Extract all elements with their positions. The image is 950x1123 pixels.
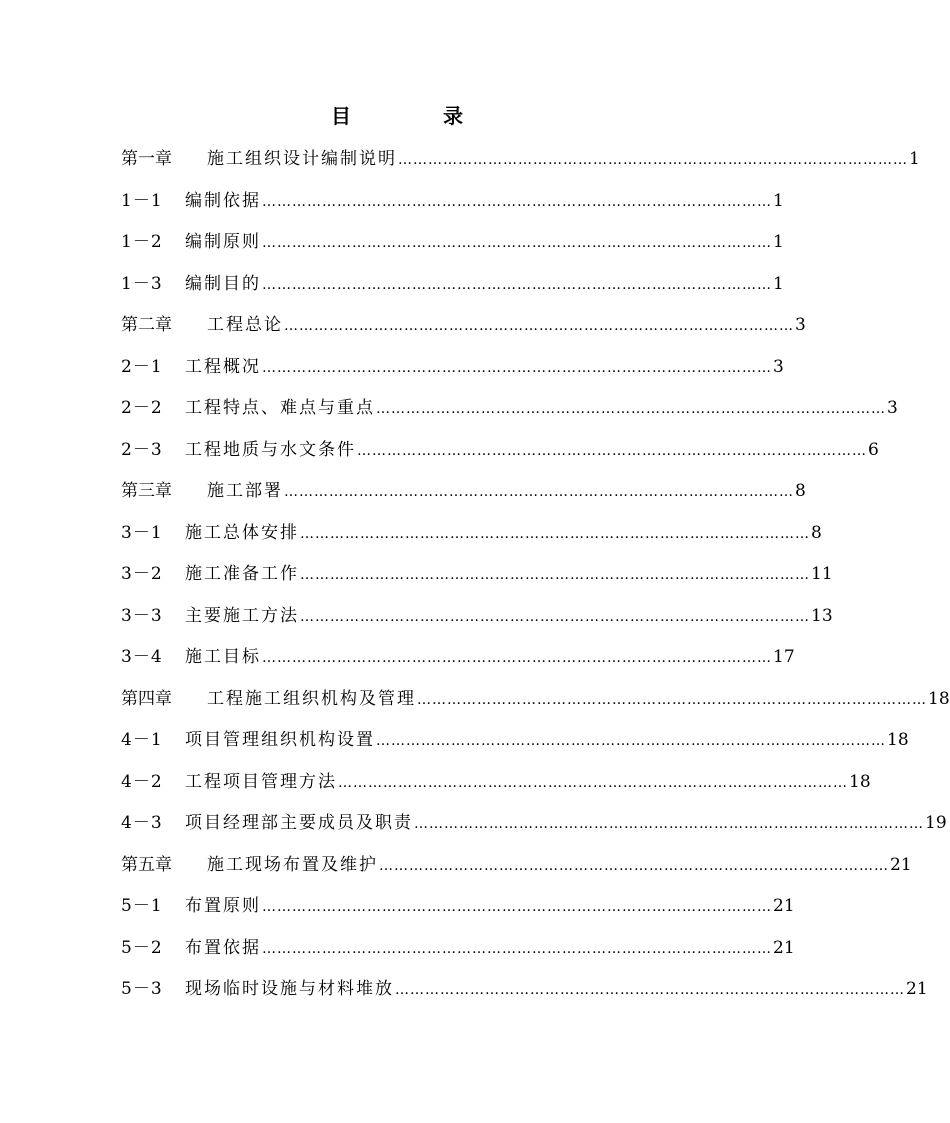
toc-leader-dots: ………………………………………………………………………………………… xyxy=(262,235,772,251)
toc-entry-page: 1 xyxy=(909,149,920,169)
toc-leader-dots: ………………………………………………………………………………………… xyxy=(379,857,889,874)
toc-entry-number: 第二章 xyxy=(121,315,172,335)
toc-leader-dots: ………………………………………………………………………………………… xyxy=(376,401,886,417)
toc-entry-title: 工程总论 xyxy=(207,315,283,335)
toc-leader-dots: ………………………………………………………………………………………… xyxy=(262,650,772,666)
toc-entry-number: 1－3 xyxy=(121,273,163,294)
toc-entry[interactable] xyxy=(121,933,795,975)
toc-entry-page: 18 xyxy=(849,771,871,792)
toc-leader-dots: ………………………………………………………………………………………… xyxy=(300,567,810,583)
toc-entry-page: 18 xyxy=(928,688,950,709)
toc-leader-dots: ………………………………………………………………………………………… xyxy=(262,276,772,293)
toc-entry-title: 项目管理组织机构设置 xyxy=(185,730,375,750)
toc-entry-number: 3－4 xyxy=(121,647,163,667)
toc-leader-dots: ………………………………………………………………………………………… xyxy=(338,774,848,791)
toc-entry[interactable] xyxy=(121,974,928,1016)
toc-leader-dots: ………………………………………………………………………………………… xyxy=(262,899,772,915)
toc-leader-dots: ………………………………………………………………………………………… xyxy=(376,733,886,749)
toc-entry[interactable] xyxy=(121,393,898,435)
toc-leader-dots: ………………………………………………………………………………………… xyxy=(262,359,772,376)
toc-leader-dots: ………………………………………………………………………………………… xyxy=(300,525,810,542)
toc-entry-page: 11 xyxy=(811,564,833,584)
toc-entry-page: 6 xyxy=(868,439,879,460)
toc-entry[interactable] xyxy=(121,642,795,684)
toc-entry-number: 3－1 xyxy=(121,522,163,543)
toc-leader-dots: ………………………………………………………………………………………… xyxy=(414,816,924,832)
toc-entry[interactable] xyxy=(121,808,947,850)
toc-entry[interactable] xyxy=(121,559,833,601)
toc-entry-number: 第五章 xyxy=(121,854,172,875)
toc-entry-title: 布置原则 xyxy=(185,896,261,916)
toc-entry-number: 5－1 xyxy=(121,896,163,916)
toc-entry-title: 主要施工方法 xyxy=(185,605,299,626)
toc-entry-number: 第一章 xyxy=(121,149,172,169)
toc-entry-title: 工程地质与水文条件 xyxy=(185,439,356,460)
toc-entry-page: 21 xyxy=(890,854,912,875)
toc-entry-title: 布置依据 xyxy=(185,937,261,958)
toc-entry-number: 4－2 xyxy=(121,771,163,792)
toc-leader-dots: ………………………………………………………………………………………… xyxy=(284,318,794,334)
toc-entry-title: 工程施工组织机构及管理 xyxy=(207,688,416,709)
toc-entry-page: 21 xyxy=(906,979,928,999)
toc-entry-title: 施工总体安排 xyxy=(185,522,299,543)
toc-entry-page: 21 xyxy=(773,896,795,916)
toc-entry-number: 1－2 xyxy=(121,232,163,252)
toc-entry-page: 1 xyxy=(773,232,784,252)
toc-entry-title: 施工现场布置及维护 xyxy=(207,854,378,875)
toc-entry-title: 工程项目管理方法 xyxy=(185,771,337,792)
toc-entry-page: 8 xyxy=(811,522,822,543)
toc-leader-dots: ………………………………………………………………………………………… xyxy=(300,608,810,625)
toc-entry[interactable] xyxy=(121,725,909,767)
toc-title: 目 录 xyxy=(331,104,499,128)
toc-entry[interactable] xyxy=(121,352,784,394)
toc-entry-page: 8 xyxy=(795,481,806,501)
toc-entry-number: 5－2 xyxy=(121,937,163,958)
toc-entry[interactable] xyxy=(121,518,822,560)
toc-entry-page: 3 xyxy=(795,315,806,335)
toc-leader-dots: ………………………………………………………………………………………… xyxy=(284,484,794,500)
toc-entry-number: 3－2 xyxy=(121,564,163,584)
toc-entry-page: 18 xyxy=(887,730,909,750)
toc-entry-title: 施工部署 xyxy=(207,481,283,501)
toc-entry-page: 19 xyxy=(925,813,947,833)
toc-entry-number: 2－3 xyxy=(121,439,163,460)
toc-entry[interactable] xyxy=(121,144,920,186)
toc-leader-dots: ………………………………………………………………………………………… xyxy=(417,691,927,708)
toc-leader-dots: ………………………………………………………………………………………… xyxy=(262,193,772,210)
toc-entry[interactable] xyxy=(121,767,871,809)
toc-entry[interactable] xyxy=(121,186,784,228)
toc-leader-dots: ………………………………………………………………………………………… xyxy=(395,982,905,998)
toc-entry[interactable] xyxy=(121,684,950,726)
toc-entry[interactable] xyxy=(121,435,879,477)
toc-entry[interactable] xyxy=(121,601,833,643)
toc-entry-page: 1 xyxy=(773,273,784,294)
toc-entry-number: 2－2 xyxy=(121,398,163,418)
toc-entry-title: 施工目标 xyxy=(185,647,261,667)
toc-entry-title: 编制原则 xyxy=(185,232,261,252)
toc-entry-number: 4－3 xyxy=(121,813,163,833)
toc-entry-number: 2－1 xyxy=(121,356,163,377)
toc-entry-page: 1 xyxy=(773,190,784,211)
toc-entry-number: 3－3 xyxy=(121,605,163,626)
toc-entry-title: 项目经理部主要成员及职责 xyxy=(185,813,413,833)
toc-entry-number: 第四章 xyxy=(121,688,172,709)
toc-entry-title: 施工准备工作 xyxy=(185,564,299,584)
toc-entry[interactable] xyxy=(121,227,784,269)
toc-entry-page: 3 xyxy=(773,356,784,377)
toc-entry-title: 编制依据 xyxy=(185,190,261,211)
toc-entry[interactable] xyxy=(121,891,795,933)
toc-entry[interactable] xyxy=(121,850,912,892)
toc-entry-title: 施工组织设计编制说明 xyxy=(207,149,397,169)
toc-list xyxy=(121,144,950,1016)
toc-entry-title: 现场临时设施与材料堆放 xyxy=(185,979,394,999)
toc-entry-title: 工程特点、难点与重点 xyxy=(185,398,375,418)
toc-entry-page: 3 xyxy=(887,398,898,418)
toc-leader-dots: ………………………………………………………………………………………… xyxy=(262,940,772,957)
toc-entry[interactable] xyxy=(121,476,806,518)
toc-entry-page: 21 xyxy=(773,937,795,958)
toc-entry-number: 第三章 xyxy=(121,481,172,501)
toc-entry-page: 17 xyxy=(773,647,795,667)
toc-entry-title: 编制目的 xyxy=(185,273,261,294)
toc-entry-page: 13 xyxy=(811,605,833,626)
toc-entry[interactable] xyxy=(121,269,784,311)
toc-entry-number: 1－1 xyxy=(121,190,163,211)
toc-leader-dots: ………………………………………………………………………………………… xyxy=(357,442,867,459)
toc-entry-number: 5－3 xyxy=(121,979,163,999)
toc-entry-number: 4－1 xyxy=(121,730,163,750)
toc-leader-dots: ………………………………………………………………………………………… xyxy=(398,152,908,168)
toc-entry[interactable] xyxy=(121,310,806,352)
toc-entry-title: 工程概况 xyxy=(185,356,261,377)
